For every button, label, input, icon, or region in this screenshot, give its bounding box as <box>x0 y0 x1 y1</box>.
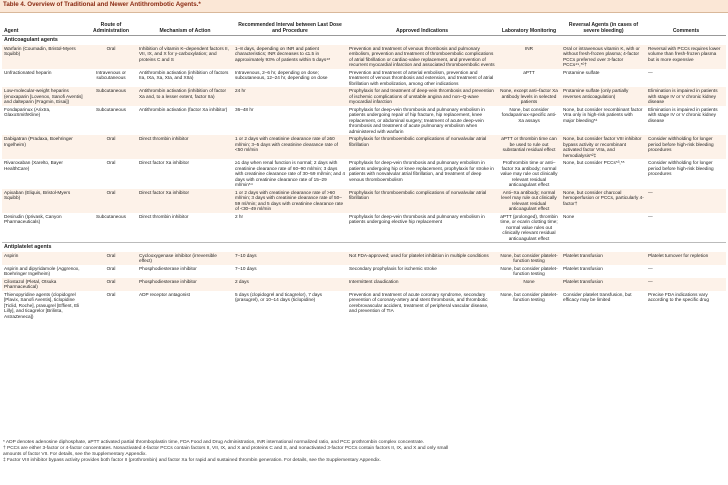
cell-agent: Thienopyridine agents (clopidogrel [Plavix, Sanofi Aventis], ticlopidine [Ticlid, Roche], prasugrel [Effient, Eli Lilly], and ticagrelor [Brilinta, AstraZeneca]) <box>4 291 80 319</box>
cell-indications: Prophylaxis for thromboembolic complications of nonvalvular atrial fibrillation <box>347 189 497 213</box>
cell-interval: 2 hr <box>235 213 244 219</box>
section-header-row <box>2 243 726 252</box>
header-indications: Approved Indications <box>347 13 497 36</box>
cell-reversal: Platelet transfusion <box>561 278 646 291</box>
cell-monitoring: INR <box>497 45 561 69</box>
cell-monitoring: aPTT (prolonged), thrombin time, or ecarin clotting time; normal value rules out clinically relevant residual anticoagulant effect <box>500 213 558 241</box>
cell-comments: — <box>648 213 653 219</box>
cell-agent: Unfractionated heparin <box>4 69 52 75</box>
cell-route: Subcutaneous <box>96 213 126 219</box>
cell-comments: Reversal with PCCs requires lower volume than fresh-frozen plasma but is more expensive <box>646 45 726 69</box>
cell-interval: 24 hr <box>233 87 347 106</box>
cell-mechanism: Direct thrombin inhibitor <box>137 135 233 159</box>
header-interval: Recommended Interval between Last Dose and Procedure <box>233 13 347 36</box>
cell-reversal: Oral or intravenous vitamin K, with or without fresh-frozen plasma; 4-factor PCCs preferred over 3-factor PCCs⁴⁹,⁵⁰† <box>561 45 646 69</box>
table-row <box>2 213 726 243</box>
table-row <box>2 265 726 278</box>
cell-mechanism: Direct factor Xa inhibitor <box>139 160 190 165</box>
cell-reversal: Platelet transfusion <box>563 265 603 271</box>
cell-mechanism: ADP receptor antagonist <box>139 291 190 297</box>
header-route: Route of Administration <box>85 13 137 36</box>
antithrombotic-table <box>2 13 726 320</box>
cell-mechanism: Inhibition of vitamin K–dependent factors II, VII, IX, and X for γ-carboxylation; and proteins C and S <box>137 45 233 69</box>
cell-mechanism: Antithrombin activation (inhibition of factors IIa, IXa, Xa, XIa, and XIIa) <box>139 69 229 80</box>
cell-monitoring: aPTT <box>523 69 535 75</box>
header-row <box>2 13 726 36</box>
cell-indications: Intermittent claudication <box>347 278 497 291</box>
cell-interval: 2 days <box>233 278 347 291</box>
cell-indications: Prophylaxis for thromboembolic complications of nonvalvular atrial fibrillation <box>347 135 497 159</box>
table-title: Table 4. Overview of Traditional and Newer Antithrombotic Agents.* <box>3 1 201 8</box>
cell-indications: Prophylaxis for deep-vein thrombosis and pulmonary embolism in patients undergoing elective hip replacement <box>349 213 485 224</box>
cell-route: Subcutaneous <box>96 106 126 112</box>
cell-reversal: Platelet transfusion <box>561 252 646 265</box>
cell-interval: 7–10 days <box>233 252 347 265</box>
cell-interval: 1 or 2 days with creatinine clearance rate of ≥50 ml/min; 3–5 days with creatinine clearance rate of <50 ml/min <box>233 135 347 159</box>
cell-route: Oral <box>85 189 137 213</box>
header-reversal: Reversal Agents (in cases of severe bleeding) <box>561 13 646 36</box>
cell-comments: Consider withholding for longer period before high-risk bleeding procedures <box>648 160 714 176</box>
cell-reversal: None <box>563 213 575 219</box>
cell-mechanism: Direct thrombin inhibitor <box>139 213 189 219</box>
cell-comments: — <box>646 189 726 213</box>
cell-route: Subcutaneous <box>85 87 137 106</box>
cell-route: Intravenous or subcutaneous <box>96 69 126 80</box>
footnote: ‡ Factor VIII inhibitor bypass activity provides both factor II (prothrombin) and factor Xa for rapid and sustained thrombin generation. For details, see the Supplementary Appendix. <box>3 457 381 463</box>
cell-indications: Prophylaxis for deep-vein thrombosis and pulmonary embolism in patients undergoing hip or knee replacement, prophylaxis for stroke in patients with nonvalvular atrial fibrillation, and treatment of deep venous thromboembolism <box>349 160 494 182</box>
cell-monitoring: None <box>497 278 561 291</box>
cell-indications: Prophylaxis for deep-vein thrombosis and pulmonary embolism in patients undergoing repair of hip fracture, hip replacement, knee replacement, or abdominal surgery; treatment of acute deep-vein thrombosis and treatment of acute pulmonary embolism when administered with warfarin <box>349 106 485 134</box>
table-row <box>2 106 726 136</box>
footnote: † PCCs are either 3-factor or 4-factor concentrates. Nonactivated 4-factor PCCs contain factors II, VII, IX, and X and proteins C and S, and nonactivated 3-factor PCCs contain factors II, IX, and X and only small amounts of factor VII. For details, see the Supplementary Appendix. <box>3 445 449 457</box>
table-row <box>2 69 726 88</box>
table-row <box>2 87 726 106</box>
cell-interval: 36–48 hr <box>235 106 254 112</box>
table-row <box>2 291 726 321</box>
cell-agent: Aspirin and dipyridamole (Aggrenox, Boehringer Ingelheim) <box>4 265 80 276</box>
table-row <box>2 252 726 265</box>
cell-monitoring: None, but consider fondaparinux-specific anti-Xa assays <box>501 106 557 123</box>
cell-comments: Elimination is impaired in patients with stage IV or V chronic kidney disease <box>648 106 718 123</box>
cell-agent: Dabigatran (Pradaxa, Boehringer Ingelheim) <box>2 135 85 159</box>
cell-route: Oral <box>85 135 137 159</box>
cell-monitoring: None, except anti–factor Xa antibody levels in selected patients <box>497 87 561 106</box>
cell-mechanism: Antithrombin activation (inhibition of factor Xa and, to a lesser extent, factor IIa) <box>137 87 233 106</box>
cell-route: Oral <box>106 265 116 271</box>
cell-comments: — <box>648 265 653 271</box>
cell-agent: Fondaparinux (Arixtra, GlaxoSmithKline) <box>4 106 51 117</box>
cell-reversal: Consider platelet transfusion, but efficacy may be limited <box>563 291 632 302</box>
footnotes <box>3 440 463 464</box>
cell-route: Oral <box>106 291 116 297</box>
cell-mechanism: Phosphodiesterase inhibitor <box>139 265 197 271</box>
cell-agent: Rivaroxaban (Xarelto, Bayer HealthCare) <box>4 160 63 171</box>
cell-route: Oral <box>85 45 137 69</box>
cell-indications: Prophylaxis for and treatment of deep-vein thrombosis and prevention of ischemic complications of unstable angina and non–Q-wave myocardial infarction <box>347 87 497 106</box>
table-title-bar <box>0 0 728 13</box>
cell-reversal: None, but consider recombinant factor VIIa only in high-risk patients with major bleeding⁵¹ <box>563 106 643 123</box>
cell-monitoring: None, but consider platelet-function testing <box>500 291 558 302</box>
cell-agent: Cilostazol (Pletal, Otsuka Pharmaceutical) <box>2 278 85 291</box>
cell-interval: 5 days (clopidogrel and ticagrelor), 7 days (prasugrel), or 10–14 days (ticlopidine) <box>235 291 323 302</box>
cell-indications: Prevention and treatment of acute coronary syndrome, secondary prevention of coronary-artery and stent thrombosis, and thrombotic cerebrovascular accident, treatment of peripheral vascular disease, and prevention of TIA <box>349 291 489 313</box>
cell-monitoring: None, but consider platelet-function testing <box>497 252 561 265</box>
table-row <box>2 135 726 159</box>
section-header-row <box>2 36 726 45</box>
table-body <box>2 36 726 321</box>
cell-monitoring: aPTT or thrombin time can be used to rule out substantial residual effect <box>497 135 561 159</box>
cell-indications: Prevention and treatment of venous thrombosis and pulmonary embolism, prevention and treatment of thromboembolic complications of atrial fibrillation or cardiac-valve replacement, and prevention of recurrent myocardial infarction and associated thromboembolic events <box>347 45 497 69</box>
cell-monitoring: Anti–Xa antibody; normal level may rule out clinically relevant residual anticoagulant effect <box>497 189 561 213</box>
cell-reversal: None, but consider factor VIII inhibitor bypass activity or recombinant activated factor VIIa, and hemodialysis⁵²‡ <box>561 135 646 159</box>
cell-monitoring: Prothrombin time or anti–factor Xa antibody; normal value may rule out clinically relevant residual anticoagulant effect <box>500 160 558 187</box>
cell-agent: Apixaban (Eliquis, Bristol-Myers Squibb) <box>2 189 85 213</box>
cell-interval: 1–8 days, depending on INR and patient characteristics; INR decreases to ≤1.5 in approximately 93% of patients within 5 days⁴⁸ <box>233 45 347 69</box>
cell-mechanism: Antithrombin activation (factor Xa inhibitor) <box>139 106 228 112</box>
cell-comments: — <box>648 69 653 75</box>
cell-route: Oral <box>106 160 116 165</box>
cell-mechanism: Direct factor Xa inhibitor <box>137 189 233 213</box>
cell-reversal: None, but consider charcoal hemoperfusion or PCCs, particularly 4-factor† <box>561 189 646 213</box>
cell-indications: Prevention and treatment of arterial embolism, prevention and treatment of venous thrombosis and extension, and treatment of atrial fibrillation with embolization, among other indications <box>349 69 494 86</box>
footnote: * ADP denotes adenosine diphosphate, aPTT activated partial thromboplastin time, FDA Food and Drug Administration, INR international normalized ratio, and PCC prothrombin complex concentrate. <box>3 440 425 445</box>
header-monitoring: Laboratory Monitoring <box>497 13 561 36</box>
cell-reversal: Protamine sulfate (only partially reverses anticoagulation) <box>561 87 646 106</box>
cell-interval: 7–10 days <box>235 265 257 271</box>
cell-monitoring: None, but consider platelet-function testing <box>500 265 558 276</box>
cell-interval: Intravenous, 2–6 hr, depending on dose; subcutaneous, 12–24 hr, depending on dose <box>235 69 328 80</box>
header-comments: Comments <box>646 13 726 36</box>
cell-agent: Desirudin (Iprivask, Canyon Pharmaceuticals) <box>4 213 62 224</box>
cell-interval: 1 or 2 days with creatinine clearance rate of >60 ml/min; 3 days with creatinine clearance rate of 50–59 ml/min; and 5 days with creatinine clearance rate of <30–49 ml/min <box>233 189 347 213</box>
cell-comments: Precise FDA indications vary according to the specific drug <box>648 291 709 302</box>
cell-mechanism: Phosphodiesterase inhibitor <box>137 278 233 291</box>
header-mechanism: Mechanism of Action <box>137 13 233 36</box>
table-row <box>2 189 726 213</box>
cell-agent: Low-molecular-weight heparins (enoxaparin [Lovenox, Sanofi Aventis] and dalteparin [Fragmin, Eisai]) <box>2 87 85 106</box>
cell-indications: Not FDA-approved; used for platelet inhibition in multiple conditions <box>347 252 497 265</box>
cell-comments: Platelet turnover for repletion <box>646 252 726 265</box>
cell-comments: Elimination is impaired in patients with stage IV or V chronic kidney disease <box>646 87 726 106</box>
cell-agent: Warfarin (Coumadin, Bristol-Myers Squibb) <box>2 45 85 69</box>
cell-indications: Secondary prophylaxis for ischemic stroke <box>349 265 437 271</box>
cell-mechanism: Cyclooxygenase inhibitor (irreversible effect) <box>137 252 233 265</box>
cell-route: Oral <box>85 252 137 265</box>
cell-agent: Aspirin <box>2 252 85 265</box>
table-row <box>2 159 726 189</box>
table-row <box>2 45 726 69</box>
header-agent: Agent <box>2 13 85 36</box>
cell-reversal: Protamine sulfate <box>563 69 600 75</box>
cell-reversal: None, but consider PCCs⁵³,⁵⁵ <box>563 160 625 165</box>
cell-comments: Consider withholding for longer period before high-risk bleeding procedures <box>646 135 726 159</box>
table-row <box>2 278 726 291</box>
cell-route: Oral <box>85 278 137 291</box>
section-title: Anticoagulant agents <box>2 36 726 45</box>
cell-interval: ≥1 day when renal function is normal; 2 days with creatinine clearance rate of 60–90 ml/min; 3 days with creatinine clearance rate of 30–59 ml/min; and 4 days with creatinine clearance rate of 15–29 ml/min⁵⁴ <box>235 160 345 187</box>
cell-comments: — <box>646 278 726 291</box>
section-title: Antiplatelet agents <box>2 243 726 252</box>
